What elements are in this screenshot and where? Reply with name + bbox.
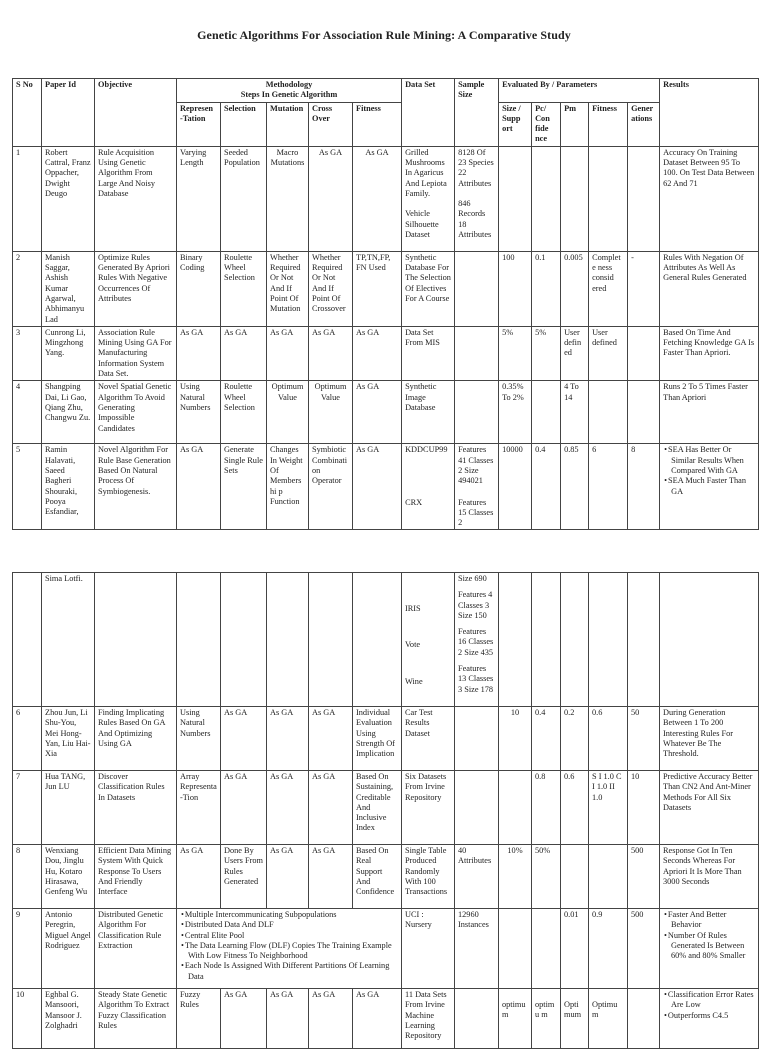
cell-results: [660, 909, 759, 989]
cell-mutation: Optimum Value: [267, 381, 309, 444]
cell-fitness-param: [589, 989, 628, 1049]
cell-support: [499, 146, 532, 251]
cell-fitness: [353, 573, 402, 707]
cell-confidence: 0.4: [532, 444, 561, 530]
sample-entry: Features 16 Classes 2 Size 435: [458, 627, 494, 657]
results-list: [663, 990, 755, 1021]
cell-fitness-param: [589, 381, 628, 444]
cell-objective: Discover Classification Rules In Datasets: [95, 771, 177, 845]
cell-objective: Novel Spatial Genetic Algorithm To Avoid Generating Impossible Candidates: [95, 381, 177, 444]
cell-fitness-param: 6: [589, 444, 628, 530]
header-objective: Objective: [95, 79, 177, 147]
cell-representation: Varying Length: [177, 146, 221, 251]
cell-fitness: Individual Evaluation Using Strength Of Implication: [353, 707, 402, 771]
cell-sample-size: [455, 771, 499, 845]
cell-confidence: [532, 909, 561, 989]
cell-dataset: Single Table Produced Randomly With 100 Transactions: [402, 845, 455, 909]
header-selection: Selection: [221, 102, 267, 146]
cell-dataset: Data Set From MIS: [402, 326, 455, 380]
cell-sno: 5: [13, 444, 42, 530]
cell-objective: Optimize Rules Generated By Apriori Rules With Negative Occurrences Of Attributes: [95, 251, 177, 326]
cell-sno: [13, 573, 42, 707]
sample-entry: Features 4 Classes 3 Size 150: [458, 590, 493, 620]
cell-objective: Association Rule Mining Using GA For Manufacturing Information System Data Set.: [95, 326, 177, 380]
methodology-item: • Central Elite Pool: [188, 931, 398, 941]
cell-support: [499, 989, 532, 1049]
cell-objective: Distributed Genetic Algorithm For Classification Rule Extraction: [95, 909, 177, 989]
cell-mutation: As GA: [267, 989, 309, 1049]
cell-generations: 10: [628, 771, 660, 845]
cell-paper: Cunrong Li, Mingzhong Yang.: [42, 326, 95, 380]
cell-sno: 6: [13, 707, 42, 771]
header-evaluated-by: Evaluated By / Parameters: [499, 79, 660, 103]
table-row: [13, 326, 759, 380]
cell-pm: [561, 146, 589, 251]
table-row: [13, 909, 759, 989]
cell-representation: Fuzzy Rules: [177, 989, 221, 1049]
cell-sample-size: [455, 326, 499, 380]
cell-generations: 500: [628, 845, 660, 909]
cell-crossover: [309, 573, 353, 707]
cell-generations: 50: [628, 707, 660, 771]
results-list: [663, 910, 755, 961]
cell-representation: As GA: [177, 326, 221, 380]
cell-fitness: Based On Sustaining, Creditable And Inclusive Index: [353, 771, 402, 845]
comparison-table: [12, 78, 759, 530]
table-row: [13, 573, 759, 707]
cell-sno: 9: [13, 909, 42, 989]
table-row: [13, 845, 759, 909]
cell-generations: [628, 381, 660, 444]
cell-sno: 7: [13, 771, 42, 845]
cell-objective: Rule Acquisition Using Genetic Algorithm From Large And Noisy Database: [95, 146, 177, 251]
cell-dataset: [402, 573, 455, 707]
cell-support: 10: [499, 707, 532, 771]
cell-support: [499, 771, 532, 845]
cell-mutation: As GA: [267, 707, 309, 771]
methodology-item: • Distributed Data And DLF: [188, 920, 398, 930]
cell-dataset: [402, 146, 455, 251]
dataset-entry: CRX: [405, 497, 423, 507]
cell-crossover: As GA: [309, 989, 353, 1049]
header-mutation: Mutation: [267, 102, 309, 146]
cell-representation: Using Natural Numbers: [177, 707, 221, 771]
table-row: [13, 989, 759, 1049]
cell-fitness: As GA: [353, 146, 402, 251]
cell-paper: Antonio Peregrin, Miguel Angel Rodriguez: [42, 909, 95, 989]
header-row: [13, 79, 759, 103]
results-item: • Classification Error Rates Are Low: [671, 990, 755, 1011]
cell-dataset: UCI : Nursery: [402, 909, 455, 989]
cell-confidence: [532, 381, 561, 444]
cell-fitness-param: 0.6: [589, 707, 628, 771]
cell-representation: As GA: [177, 444, 221, 530]
cell-results: During Generation Between 1 To 200 Interesting Rules For Whatever Be The Threshold.: [660, 707, 759, 771]
cell-objective: Finding Implicating Rules Based On GA And Optimizing Using GA: [95, 707, 177, 771]
cell-paper: Hua TANG, Jun LU: [42, 771, 95, 845]
cell-sno: 2: [13, 251, 42, 326]
cell-sample-size: [455, 381, 499, 444]
cell-dataset: 11 Data Sets From Irvine Machine Learning Repository: [402, 989, 455, 1049]
cell-paper: Shangping Dai, Li Gao, Qiang Zhu, Changwu Zu.: [42, 381, 95, 444]
cell-sample-size: [455, 989, 499, 1049]
cell-pm: 0.85: [561, 444, 589, 530]
cell-generations: 500: [628, 909, 660, 989]
header-fitness-param: Fitness: [589, 102, 628, 146]
cell-fitness-param: 0.9: [589, 909, 628, 989]
cell-objective: Efficient Data Mining System With Quick Response To Users And Friendly Interface: [95, 845, 177, 909]
cell-support: [499, 909, 532, 989]
cell-selection: As GA: [221, 771, 267, 845]
cell-fitness: TP,TN,FP, FN Used: [353, 251, 402, 326]
cell-fitness-param: [589, 845, 628, 909]
methodology-item: • Each Node Is Assigned With Different Partitions Of Learning Data: [188, 961, 398, 982]
header-sno: S No: [13, 79, 42, 147]
cell-dataset: Six Datasets From Irvine Repository: [402, 771, 455, 845]
cell-paper: Eghbal G. Mansoori, Mansoor J. Zolghadri: [42, 989, 95, 1049]
cell-mutation: Macro Mutations: [267, 146, 309, 251]
cell-results: Rules With Negation Of Attributes As Well As General Rules Generated: [660, 251, 759, 326]
cell-confidence: 0.4: [532, 707, 561, 771]
cell-crossover: As GA: [309, 326, 353, 380]
cell-pm: 0.2: [561, 707, 589, 771]
header-results: Results: [660, 79, 759, 147]
cell-results: [660, 444, 759, 530]
table-row: [13, 381, 759, 444]
cell-mutation: As GA: [267, 845, 309, 909]
cell-crossover: Optimum Value: [309, 381, 353, 444]
fitness-value: Optimu m: [592, 1000, 618, 1020]
cell-representation: Using Natural Numbers: [177, 381, 221, 444]
cell-selection: Roulette Wheel Selection: [221, 381, 267, 444]
cell-objective: [95, 573, 177, 707]
sample-entry: Features 15 Classes 2: [458, 497, 494, 528]
dataset-entry: KDDCUP99: [405, 445, 448, 455]
cell-support: 0.35% To 2%: [499, 381, 532, 444]
cell-paper: Wenxiang Dou, Jinglu Hu, Kotaro Hirasawa, Genfeng Wu: [42, 845, 95, 909]
results-item: • SEA Much Faster Than GA: [671, 476, 755, 497]
comparison-table-continued: [12, 572, 759, 1049]
sample-entry: 8128 Of 23 Species 22 Attributes: [458, 147, 494, 188]
cell-paper: Sima Lotfi.: [42, 573, 95, 707]
header-crossover: Cross Over: [309, 102, 353, 146]
cell-sno: 4: [13, 381, 42, 444]
header-representation: Represen -Tation: [177, 102, 221, 146]
cell-fitness: Based On Real Support And Confidence: [353, 845, 402, 909]
cell-fitness-param: User defined: [589, 326, 628, 380]
cell-pm: User defin ed: [561, 326, 589, 380]
header-size-support: Size / Supp ort: [499, 102, 532, 146]
dataset-entry: Grilled Mushrooms In Agaricus And Lepiota Family.: [405, 147, 447, 198]
cell-selection: Generate Single Rule Sets: [221, 444, 267, 530]
cell-sample-size: [455, 573, 499, 707]
results-item: • Faster And Better Behavior: [671, 910, 755, 931]
cell-selection: [221, 573, 267, 707]
cell-sample-size: [455, 251, 499, 326]
table-row: [13, 146, 759, 251]
page-title: Genetic Algorithms For Association Rule Mining: A Comparative Study: [197, 28, 571, 42]
dataset-entry: IRIS: [405, 604, 421, 613]
cell-crossover: Whether Required Or Not And If Point Of Crossover: [309, 251, 353, 326]
results-item: • SEA Has Better Or Similar Results When Compared With GA: [671, 445, 755, 476]
cell-selection: Done By Users From Rules Generated: [221, 845, 267, 909]
cell-selection: As GA: [221, 989, 267, 1049]
methodology-list: [180, 910, 398, 982]
cell-pm: [561, 989, 589, 1049]
header-methodology-sub: Steps In Genetic Algorithm: [240, 90, 338, 100]
cell-selection: As GA: [221, 707, 267, 771]
cell-generations: -: [628, 251, 660, 326]
cell-fitness: As GA: [353, 989, 402, 1049]
cell-pm: 4 To 14: [561, 381, 589, 444]
header-pm: Pm: [561, 102, 589, 146]
cell-fitness: As GA: [353, 444, 402, 530]
header-pc-confidence: Pc/ Con fide nce: [532, 102, 561, 146]
cell-fitness: As GA: [353, 381, 402, 444]
cell-confidence: [532, 989, 561, 1049]
header-paper-id: Paper Id: [42, 79, 95, 147]
cell-selection: Roulette Wheel Selection: [221, 251, 267, 326]
cell-mutation: Changes In Weight Of Membershi p Function: [267, 444, 309, 530]
cell-mutation: As GA: [267, 771, 309, 845]
cell-representation: As GA: [177, 845, 221, 909]
cell-pm: 0.6: [561, 771, 589, 845]
cell-methodology-merged: [177, 909, 402, 989]
sample-entry: Size 690: [458, 574, 487, 583]
cell-sno: 3: [13, 326, 42, 380]
cell-sample-size: [455, 146, 499, 251]
sample-entry: 846 Records 18 Attributes: [458, 198, 492, 239]
cell-objective: Novel Algorithm For Rule Base Generation Based On Natural Process Of Symbiogenesis.: [95, 444, 177, 530]
header-methodology-label: Methodology: [265, 80, 313, 89]
confidence-value: optimu m: [535, 1000, 555, 1020]
support-value: optimum: [502, 1000, 526, 1020]
cell-results: [660, 989, 759, 1049]
cell-generations: [628, 146, 660, 251]
header-generations: Gener ations: [628, 102, 660, 146]
table-row: [13, 444, 759, 530]
cell-pm: 0.01: [561, 909, 589, 989]
cell-generations: [628, 989, 660, 1049]
methodology-item: • The Data Learning Flow (DLF) Copies The Training Example With Low Fitness To Neighborhood: [188, 941, 398, 962]
cell-sno: 8: [13, 845, 42, 909]
cell-paper: Manish Saggar, Ashish Kumar Agarwal, Abhimanyu Lad: [42, 251, 95, 326]
table-row: [13, 251, 759, 326]
cell-pm: [561, 845, 589, 909]
cell-fitness-param: [589, 146, 628, 251]
cell-confidence: 50%: [532, 845, 561, 909]
cell-results: Runs 2 To 5 Times Faster Than Apriori: [660, 381, 759, 444]
header-fitness: Fitness: [353, 102, 402, 146]
cell-crossover: As GA: [309, 771, 353, 845]
header-sample-size: Sample Size: [455, 79, 499, 147]
cell-support: 5%: [499, 326, 532, 380]
cell-dataset: Car Test Results Dataset: [402, 707, 455, 771]
cell-representation: Array Representa -Tion: [177, 771, 221, 845]
cell-fitness-param: S I 1.0 C I 1.0 II 1.0: [589, 771, 628, 845]
cell-mutation: As GA: [267, 326, 309, 380]
cell-representation: [177, 573, 221, 707]
cell-dataset: Synthetic Image Database: [402, 381, 455, 444]
cell-confidence: [532, 146, 561, 251]
dataset-entry: Vehicle Silhouette Dataset: [405, 209, 439, 239]
cell-support: 100: [499, 251, 532, 326]
cell-fitness-param: Complete ness consid ered: [589, 251, 628, 326]
cell-pm: 0.005: [561, 251, 589, 326]
header-methodology: [177, 79, 402, 103]
results-item: • Number Of Rules Generated Is Between 60% and 80% Smaller: [671, 931, 755, 962]
results-item: • Outperforms C4.5: [671, 1011, 755, 1021]
cell-results: Based On Time And Fetching Knowledge GA Is Faster Than Apriori.: [660, 326, 759, 380]
sample-entry: Features 41 Classes 2 Size 494021: [458, 445, 494, 486]
dataset-entry: Vote: [405, 640, 421, 650]
cell-generations: 8: [628, 444, 660, 530]
cell-support: 10000: [499, 444, 532, 530]
methodology-item: • Multiple Intercommunicating Subpopulations: [188, 910, 398, 920]
header-dataset: Data Set: [402, 79, 455, 147]
cell-mutation: Whether Required Or Not And If Point Of Mutation: [267, 251, 309, 326]
cell-sample-size: [455, 444, 499, 530]
cell-sample-size: 40 Attributes: [455, 845, 499, 909]
cell-fitness: As GA: [353, 326, 402, 380]
cell-dataset: [402, 444, 455, 530]
cell-confidence: 5%: [532, 326, 561, 380]
cell-representation: Binary Coding: [177, 251, 221, 326]
cell-crossover: Symbiotic Combinati on Operator: [309, 444, 353, 530]
sample-entry: Features 13 Classes 3 Size 178: [458, 664, 494, 694]
cell-mutation: [267, 573, 309, 707]
cell-results: Response Got In Ten Seconds Whereas For Apriori It Is More Than 3000 Seconds: [660, 845, 759, 909]
cell-paper: Robert Cattral, Franz Oppacher, Dwight Deugo: [42, 146, 95, 251]
cell-confidence: 0.1: [532, 251, 561, 326]
cell-dataset: Synthetic Database For The Selection Of Electives For A Course: [402, 251, 455, 326]
cell-results: Accuracy On Training Dataset Between 95 To 100. On Test Data Between 62 And 71: [660, 146, 759, 251]
cell-results: Predictive Accuracy Better Than CN2 And Ant-Miner Methods For All Six Datasets: [660, 771, 759, 845]
table-row: [13, 771, 759, 845]
dataset-entry: Wine: [405, 676, 423, 686]
cell-support: 10%: [499, 845, 532, 909]
cell-objective: Steady State Genetic Algorithm To Extract Fuzzy Classification Rules: [95, 989, 177, 1049]
pm-value: Opti mum: [564, 1000, 582, 1020]
cell-crossover: As GA: [309, 845, 353, 909]
cell-selection: As GA: [221, 326, 267, 380]
cell-crossover: As GA: [309, 146, 353, 251]
cell-sno: 1: [13, 146, 42, 251]
cell-crossover: As GA: [309, 707, 353, 771]
results-list: [663, 445, 755, 496]
cell-paper: Zhou Jun, Li Shu-You, Mei Hong-Yan, Liu Hai-Xia: [42, 707, 95, 771]
cell-paper: Ramin Halavati, Saeed Bagheri Shouraki, Pooya Esfandiar,: [42, 444, 95, 530]
cell-generations: [628, 326, 660, 380]
cell-confidence: 0.8: [532, 771, 561, 845]
table-row: [13, 707, 759, 771]
cell-sno: 10: [13, 989, 42, 1049]
cell-selection: Seeded Population: [221, 146, 267, 251]
cell-sample-size: 12960 Instances: [455, 909, 499, 989]
cell-sample-size: [455, 707, 499, 771]
